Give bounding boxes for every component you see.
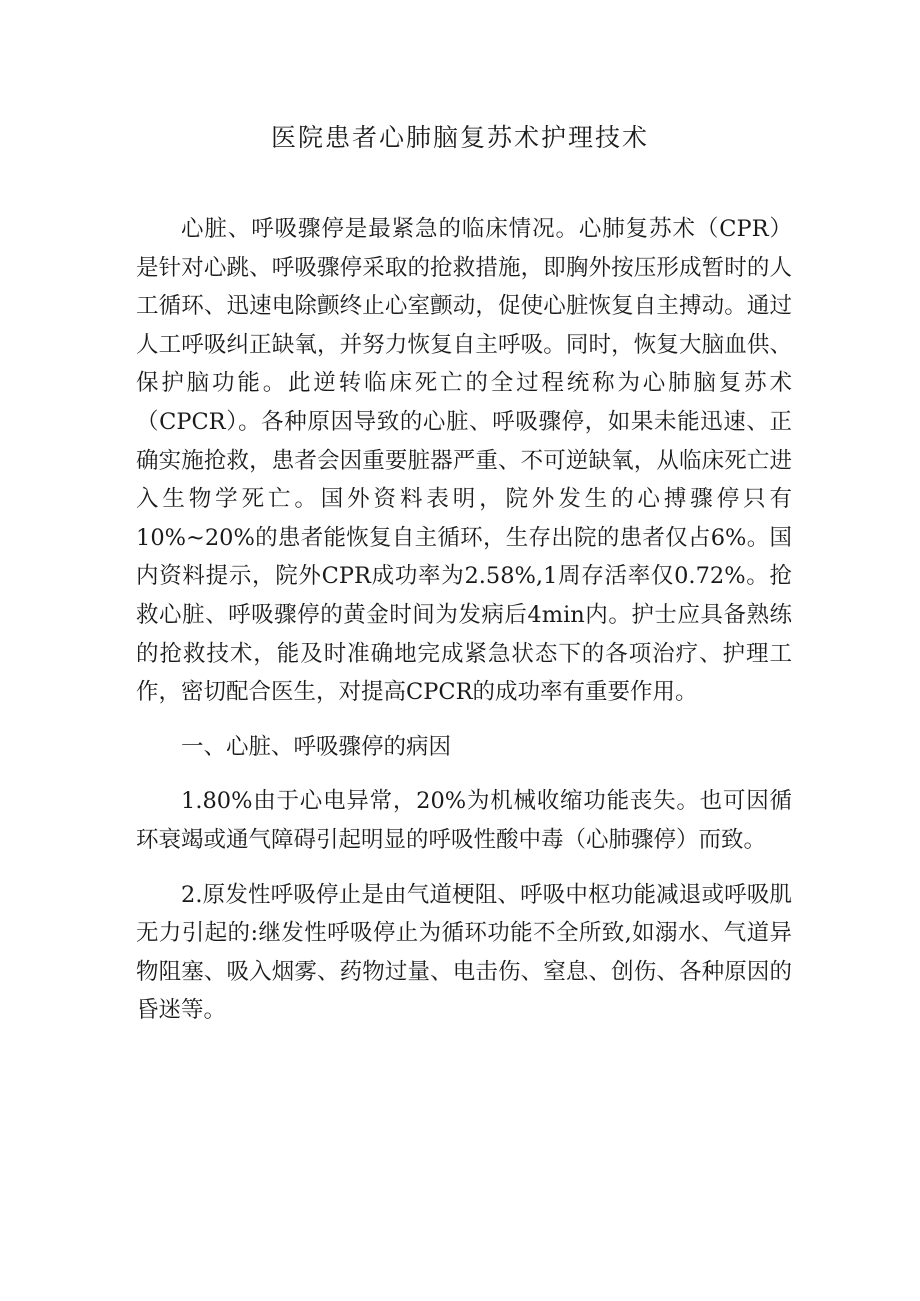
intro-paragraph: 心脏、呼吸骤停是最紧急的临床情况。心肺复苏术（CPR）是针对心跳、呼吸骤停采取的抢救措施，即胸外按压形成暂时的人工循环、迅速电除颤终止心室颤动，促使心脏恢复自主搏动。通过人工呼吸纠正缺氧，并努力恢复自主呼吸。同时，恢复大脑血供、保护脑功能。此逆转临床死亡的全过程统称为心肺脑复苏术（CPCR）。各种原因导致的心脏、呼吸骤停，如果未能迅速、正确实施抢救，患者会因重要脏器严重、不可逆缺氧，从临床死亡进入生物学死亡。国外资料表明，院外发生的心搏骤停只有10%~20%的患者能恢复自主循环，生存出院的患者仅占6%。国内资料提示，院外CPR成功率为2.58%,1周存活率仅0.72%。抢救心脏、呼吸骤停的黄金时间为发病后4min内。护士应具备熟练的抢救技术，能及时准确地完成紧急状态下的各项治疗、护理工作，密切配合医生，对提高CPCR的成功率有重要作用。	[136, 216, 792, 706]
list-item: 2.原发性呼吸停止是由气道梗阻、呼吸中枢功能减退或呼吸肌无力引起的:继发性呼吸停止为循环功能不全所致,如溺水、气道异物阻塞、吸入烟雾、药物过量、电击伤、窒息、创伤、各种原因的昏迷等。	[136, 881, 792, 1024]
document-title: 医院患者心肺脑复苏术护理技术	[270, 123, 649, 152]
section-heading: 一、心脏、呼吸骤停的病因	[181, 733, 452, 760]
list-item: 1.80%由于心电异常，20%为机械收缩功能丧失。也可因循环衰竭或通气障碍引起明显的呼吸性酸中毒（心肺骤停）而致。	[136, 788, 792, 853]
document-body	[136, 210, 792, 1030]
